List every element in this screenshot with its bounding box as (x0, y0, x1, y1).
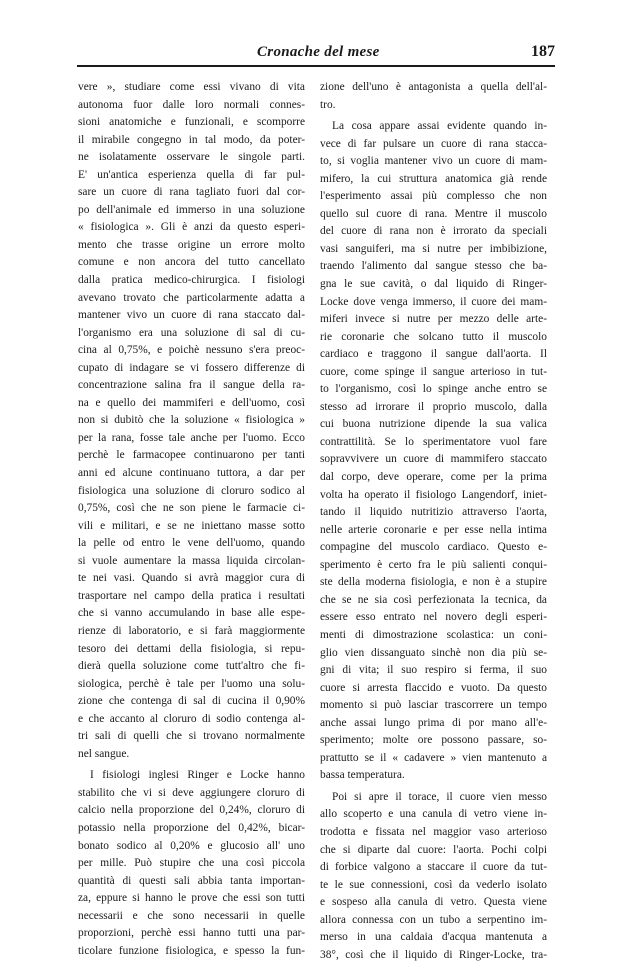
text-line: contrattilità. Se lo sperimentatore vuol fare (320, 435, 547, 448)
text-line: concentrazione salina fra il sangue della ra- (78, 379, 305, 392)
text-line: calcio nella proporzione del 0,24%, cloruro di (78, 804, 305, 817)
text-line: cui buona nutrizione dipende la sua valica (320, 418, 547, 431)
text-line: stabilito che vi si deve aggiungere cloruro di (78, 786, 305, 799)
text-line: vili e militari, e se ne iniettano masse sotto (78, 519, 305, 532)
text-line: che si diparte dal cuore: l'aorta. Pochi colpi (320, 843, 547, 856)
text-line: vere », studiare come essi vivano di vita (78, 81, 305, 93)
text-line: te nei vasi. Quando si avrà maggior cura di (78, 572, 305, 585)
text-line: il mirabile congegno in tal modo, da poter- (78, 133, 305, 146)
text-line: tando il liquido nutritizio attraverso l'aorta, (320, 506, 547, 519)
text-line: Poi si apre il torace, il cuore vien messo (332, 790, 547, 803)
text-line: E' un'antica esperienza quella di far pul- (78, 168, 305, 181)
running-title: Cronache del mese (257, 44, 380, 60)
text-line: trasportare nel campo della pratica i resultati (78, 589, 305, 602)
text-line: miferi invece si nutre per mezzo delle arte- (320, 313, 547, 326)
text-line: glio vien dissanguato sinchè non dia più se- (320, 646, 547, 659)
text-line: e che accanto al cloruro di sodio contenga al- (78, 712, 305, 725)
text-line: bassa temperatura. (320, 769, 405, 782)
text-line: po dell'animale ed immerso in una soluzione (78, 203, 305, 216)
text-line: comune e non ancora del tutto cancellato (78, 256, 305, 269)
text-line: zione dell'uno è antagonista a quella dell'al- (320, 81, 547, 93)
text-line: to, si voglia mantener vivo un cuore di mam- (320, 155, 547, 168)
text-line: non si dubitò che la soluzione « fisiologica » (78, 414, 305, 427)
text-line: l'esperimento assai più complesso che non (320, 190, 547, 203)
text-line: per mille. Può stupire che una così piccola (78, 857, 305, 870)
text-line: potassio nella proporzione del 0,42%, bicar- (78, 821, 305, 834)
running-header (77, 41, 555, 67)
text-line: Locke dove venga immerso, il cuore dei mam- (320, 295, 547, 308)
text-line: vece di far pulsare un cuore di rana stacca- (320, 137, 547, 150)
text-line: che si vanno accumulando in base alle espe- (78, 607, 305, 620)
text-line: di forbice valgono a staccare il cuore da tut- (320, 861, 547, 874)
text-line: trodotta e fissata nel maggior vaso arterioso (320, 825, 547, 838)
text-line: autonoma fuor dalle loro normali connes- (78, 98, 305, 111)
text-line: la pelle od entro le vene dell'uomo, quando (78, 537, 305, 550)
text-line: cuore si arresta flaccido e vuoto. Da questo (320, 681, 547, 694)
text-line: ste della moderna fisiologia, e non è a stupire (320, 576, 547, 589)
text-line: mento che trasse origine un errore molto (78, 238, 305, 251)
text-line: nelle arterie coronarie e per esse nella intima (320, 523, 547, 536)
text-line: necessarii e che sono necessarii in quelle (78, 909, 305, 922)
paragraph (320, 79, 547, 114)
text-line: che se ne sia così perfezionata la tecnica, da (320, 593, 547, 606)
text-line: 38°, così che il liquido di Ringer-Locke, tra- (320, 948, 547, 961)
text-line: vasi sanguiferi, ma si nutre per imbibizione, (320, 242, 547, 255)
text-line: si vuole aumentare la massa liquida circolan- (78, 554, 305, 567)
text-line: allo scoperto e una canula di vetro viene in- (320, 808, 547, 821)
text-line: dalla pratica medico-chirurgica. I fisiologi (78, 274, 305, 287)
text-line: perchè le farmacopee continuarono per tanti (78, 449, 305, 462)
text-line: cupato di indagare se vi fossero differenze di (78, 361, 305, 374)
text-line: sperimento è certo fra le più salienti conqui- (320, 558, 547, 571)
header-rule (77, 65, 555, 67)
paragraph (320, 118, 547, 785)
text-line: sperimento; molte ore possono passare, so- (320, 734, 547, 747)
text-line: volta ha operato il fisiologo Langendorf, iniet- (320, 488, 547, 501)
text-line: ticolare funzione fisiologica, e spesso la fun- (78, 944, 305, 957)
text-line: sopravvivere un cuore di mammifero staccato (320, 453, 547, 466)
text-line: cuore, come spinge il sangue arterioso in tut- (320, 365, 547, 378)
text-line: na e quello dei mammiferi e dell'uomo, così (78, 396, 305, 409)
text-line: gni di vita; il suo respiro si ferma, il suo (320, 664, 547, 677)
text-line: ne isolatamente osservare le singole parti. (78, 151, 305, 164)
paragraph (320, 789, 547, 964)
paragraph (78, 767, 305, 960)
text-line: l'organismo era una soluzione di sal di cu- (78, 326, 305, 339)
text-line: zione che contenga di sal di cucina il 0,90% (78, 695, 305, 708)
text-line: sioni anatomiche e funzionali, e scomporre (78, 116, 305, 129)
text-line: dal corpo, deve operare, come per la prima (320, 471, 547, 484)
text-line: rienze di laboratorio, e si farà maggiormente (78, 624, 305, 637)
right-column (320, 79, 547, 968)
text-line: tesoro dei dettami della fisiologia, si repu- (78, 642, 305, 655)
text-line: anni ed alcune continuano tuttora, a dar per (78, 467, 305, 480)
text-line: nel sangue. (78, 747, 130, 760)
text-line: merso in una caldaia d'acqua mantenuta a (320, 931, 547, 944)
text-line: cina al 0,75%, e poichè nessuno s'era preoc- (78, 344, 305, 357)
text-line: sare un cuore di rana tagliato fuori dal cor- (78, 186, 305, 199)
text-line: tri sali di quelli che si trovano normalmente (78, 730, 305, 743)
text-line: fisiologica una soluzione di cloruro sodico al (78, 484, 305, 497)
text-line: 0,75%, così che ne son piene le farmacie ci- (78, 502, 305, 515)
text-line: stesso ad irrorare il proprio muscolo, dalla (320, 400, 547, 413)
text-line: quello sul cuore di rana. Mentre il muscolo (320, 207, 547, 220)
text-line: dierà quella soluzione come tutt'altro che fi- (78, 660, 305, 673)
left-column (78, 79, 305, 964)
text-line: avevano trovato che particolarmente adatta a (78, 291, 305, 304)
text-line: I fisiologi inglesi Ringer e Locke hanno (90, 769, 305, 782)
text-line: quantità di questi sali abbia tanta importan- (78, 874, 305, 887)
text-line: prattutto se il « cadavere » vien mantenuto a (320, 751, 547, 764)
text-line: allora connessa con un tubo a serpentino im- (320, 913, 547, 926)
text-line: to l'organismo, così lo spinge anche entro se (320, 383, 547, 396)
text-line: mifero, la cui struttura anatomica già rende (320, 172, 547, 185)
text-line: te le sue connessioni, così da vederlo isolato (320, 878, 547, 891)
text-line: gna le sue cavità, o dal liquido di Ringer- (320, 278, 547, 291)
text-line: bonato sodico al 0,20% e glucosio all' uno (78, 839, 305, 852)
text-line: La cosa appare assai evidente quando in- (332, 120, 547, 133)
text-line: mantener vivo un cuore di rana staccato dal- (78, 309, 305, 322)
text-line: siologica, perchè è tale per l'uomo una solu- (78, 677, 305, 690)
text-line: tro. (320, 98, 336, 111)
text-line: traendo l'alimento dal sangue stesso che ba- (320, 260, 547, 273)
text-line: momento si può lasciar trascorrere un tempo (320, 699, 547, 712)
text-line: del cuore di rana non è irrorato da speciali (320, 225, 547, 238)
text-line: za, eppure si hanno le prove che essi son tutti (78, 892, 305, 905)
text-line: menti di dimostrazione scolastica: un coni- (320, 628, 547, 641)
paragraph (78, 79, 305, 763)
text-line: rie coronarie che solcano tutto il muscolo (320, 330, 547, 343)
text-line: proporzioni, perchè essi hanno tutti una par- (78, 927, 305, 940)
text-line: « fisiologica ». Gli è anzi da questo esperi- (78, 221, 305, 234)
text-line: anche assai lungo prima di por mano all'e- (320, 716, 547, 729)
text-line: cardiaco e traggono il sangue dall'aorta. Il (320, 348, 547, 361)
text-line: per la rana, fosse tale anche per l'uomo. Ecco (78, 431, 305, 444)
text-line: e sospeso alla canula di vetro. Questa viene (320, 896, 547, 909)
text-line: compagine del muscolo cardiaco. Questo e- (320, 541, 547, 554)
text-line: essere esso entrato nel novero degli esperi- (320, 611, 547, 624)
page-number: 187 (531, 43, 555, 60)
